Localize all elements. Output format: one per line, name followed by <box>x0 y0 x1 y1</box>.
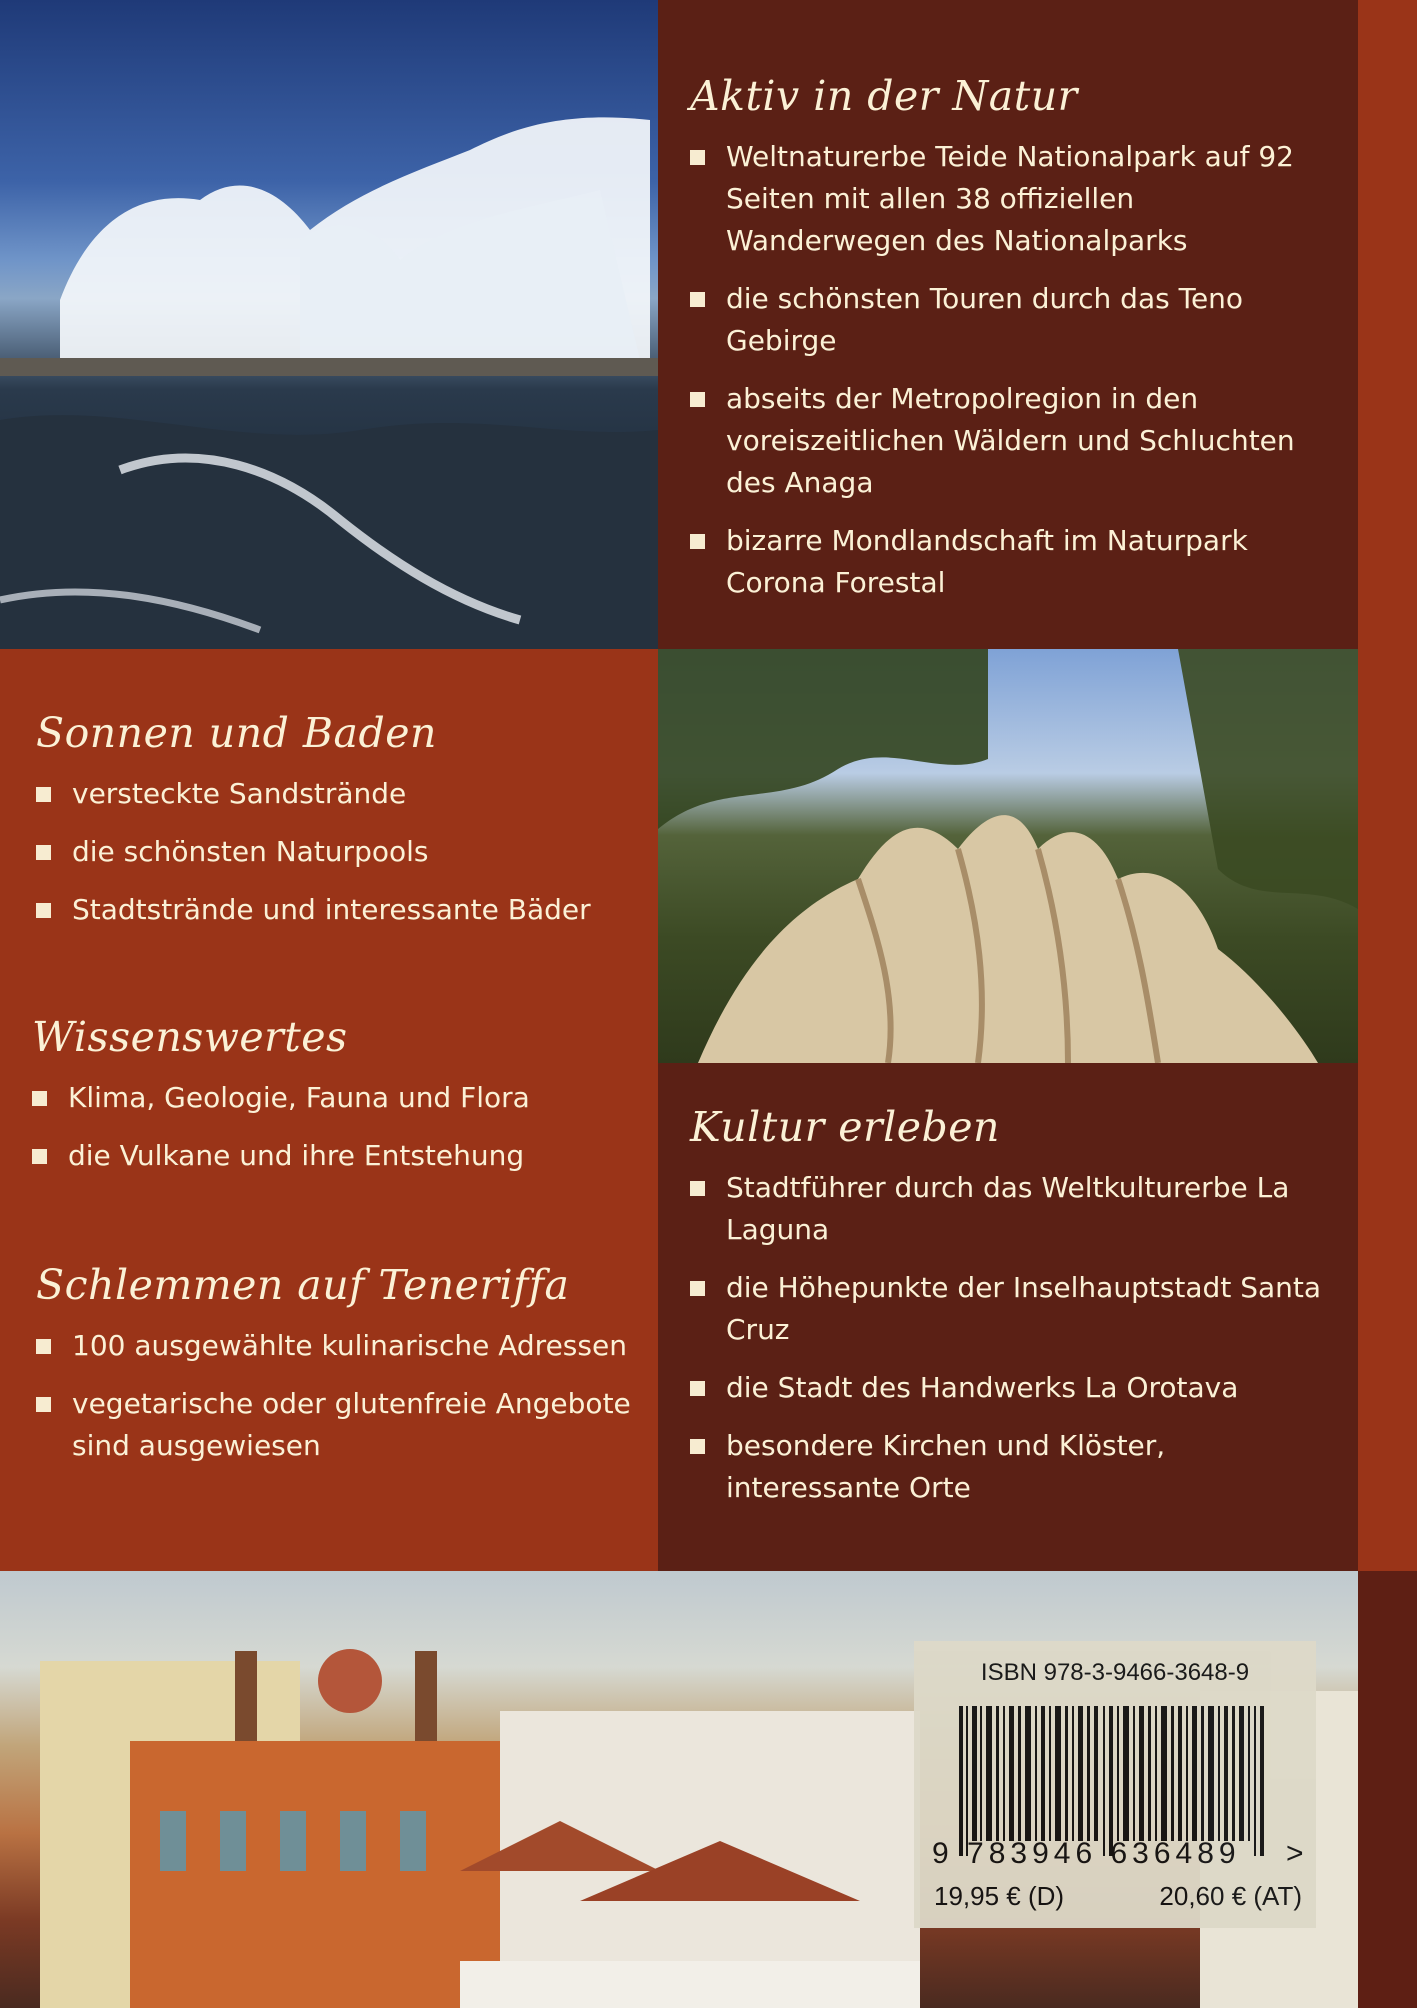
list-item: Klima, Geologie, Fauna und Flora <box>32 1077 632 1119</box>
bullet-square-icon <box>36 903 51 918</box>
barcode-icon <box>959 1706 1279 1856</box>
list-item: 100 ausgewählte kulinarische Adressen <box>36 1325 636 1367</box>
bullet-square-icon <box>690 534 705 549</box>
list-item: abseits der Metropolregion in den voreiszeitlichen Wäldern und Schluchten des Anaga <box>690 378 1330 504</box>
natur-title: Aktiv in der Natur <box>690 72 1078 120</box>
bullet-square-icon <box>690 1439 705 1454</box>
natur-panel <box>658 0 1358 649</box>
baden-title: Sonnen und Baden <box>36 709 437 757</box>
list-item: die Höhepunkte der Inselhauptstadt Santa Cruz <box>690 1267 1330 1351</box>
bullet-square-icon <box>32 1091 47 1106</box>
kultur-panel <box>658 1063 1358 1571</box>
bullet-square-icon <box>690 150 705 165</box>
ean-arrow: > <box>1286 1837 1304 1870</box>
list-item: die Vulkane und ihre Entstehung <box>32 1135 632 1177</box>
isbn-number: ISBN 978-3-9466-3648-9 <box>980 1659 1250 1686</box>
bullet-square-icon <box>690 392 705 407</box>
ean-digits: 9 783946 636489 <box>932 1837 1241 1870</box>
price-austria: 20,60 € (AT) <box>1159 1881 1302 1911</box>
natur-list <box>690 136 1330 604</box>
bullet-square-icon <box>36 1339 51 1354</box>
list-item: Stadtstrände und interessante Bäder <box>36 889 636 931</box>
bullet-square-icon <box>690 1181 705 1196</box>
list-item: die schönsten Naturpools <box>36 831 636 873</box>
schlemmen-list <box>36 1325 636 1467</box>
list-item: die Stadt des Handwerks La Orotava <box>690 1367 1330 1409</box>
wissen-title: Wissenswertes <box>32 1013 348 1061</box>
schlemmen-title: Schlemmen auf Teneriffa <box>36 1261 570 1309</box>
wissen-list <box>32 1077 632 1177</box>
list-item: die schönsten Touren durch das Teno Gebirge <box>690 278 1330 362</box>
bullet-square-icon <box>32 1149 47 1164</box>
edge-strip-top <box>1358 0 1417 1571</box>
rocks-illustration <box>658 649 1358 1063</box>
kultur-title: Kultur erleben <box>690 1103 1000 1151</box>
list-item: Stadtführer durch das Weltkulturerbe La Laguna <box>690 1167 1330 1251</box>
bullet-square-icon <box>36 1397 51 1412</box>
bullet-square-icon <box>690 1381 705 1396</box>
waves-photo <box>0 0 658 649</box>
list-item: besondere Kirchen und Klöster, interessante Orte <box>690 1425 1330 1509</box>
bullet-square-icon <box>690 1281 705 1296</box>
isbn-block <box>914 1641 1316 1928</box>
edge-strip-bottom <box>1358 1571 1417 2008</box>
bullet-square-icon <box>36 845 51 860</box>
bullet-square-icon <box>690 292 705 307</box>
kultur-list <box>690 1167 1330 1509</box>
list-item: versteckte Sandstrände <box>36 773 636 815</box>
list-item: Weltnaturerbe Teide Nationalpark auf 92 Seiten mit allen 38 offiziellen Wanderwegen des Nationalparks <box>690 136 1330 262</box>
left-info-panel <box>0 649 658 1571</box>
price-germany: 19,95 € (D) <box>934 1881 1065 1911</box>
rocks-photo <box>658 649 1358 1063</box>
waves-illustration <box>0 0 658 649</box>
list-item: vegetarische oder glutenfreie Angebote sind ausgewiesen <box>36 1383 636 1467</box>
baden-list <box>36 773 636 931</box>
list-item: bizarre Mondlandschaft im Naturpark Corona Forestal <box>690 520 1330 604</box>
bullet-square-icon <box>36 787 51 802</box>
